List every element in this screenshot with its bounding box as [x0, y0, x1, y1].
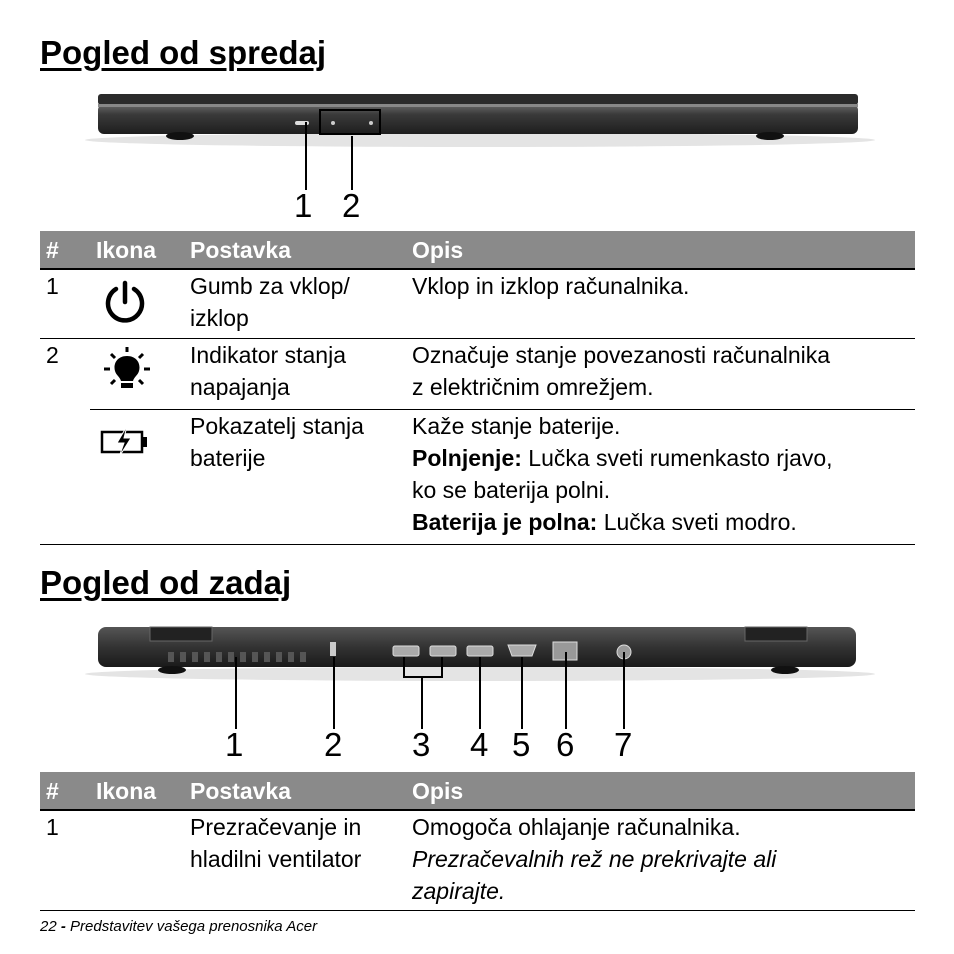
front-view-title: Pogled od spredaj: [40, 34, 327, 71]
row-icon-cell: [90, 409, 184, 544]
footer-separator: -: [56, 918, 71, 935]
row-num: 1: [40, 269, 90, 338]
power-icon: [102, 280, 148, 324]
front-view-table: [40, 231, 915, 545]
description-note: zapirajte.: [412, 878, 506, 904]
table-header-row: [40, 231, 915, 269]
description-text: z električnim omrežjem.: [412, 373, 654, 400]
rear-view-table: [40, 772, 915, 907]
light-bulb-icon: [102, 347, 152, 393]
header-icon: Ikona: [90, 772, 184, 810]
callout-line-3-join: [403, 676, 443, 678]
description-text: Označuje stanje povezanosti računalnika: [412, 341, 831, 368]
indicator-callout-box: [319, 109, 381, 135]
callout-line-6: [565, 652, 567, 729]
callout-number: 7: [614, 726, 633, 763]
callout-number: 5: [512, 726, 531, 763]
callout-line-4: [479, 657, 481, 729]
header-num: #: [40, 231, 90, 269]
description-text: Kaže stanje baterije.: [412, 412, 621, 439]
footer-text: Predstavitev vašega prenosnika Acer: [70, 918, 318, 935]
callout-line-2: [333, 657, 335, 729]
description-text: ko se baterija polni.: [412, 476, 611, 503]
page-footer: [40, 918, 317, 935]
item-name-line: hladilni ventilator: [190, 846, 362, 872]
callout-number: 2: [324, 726, 343, 763]
description-text: Vklop in izklop računalnika.: [412, 273, 690, 299]
header-num: #: [40, 772, 90, 810]
description-label: Baterija je polna:: [412, 508, 598, 535]
description-text: [412, 506, 909, 538]
callout-number: 6: [556, 726, 575, 763]
rear-view-title: Pogled od zadaj: [40, 564, 292, 601]
battery-charging-icon: [100, 424, 150, 458]
item-name-line: napajanja: [190, 373, 290, 400]
table-row: [40, 409, 915, 544]
header-item: Postavka: [184, 231, 406, 269]
header-item: Postavka: [184, 772, 406, 810]
table-row: [40, 338, 915, 409]
item-name-line: Pokazatelj stanja: [190, 412, 364, 439]
row-icon-cell: [90, 338, 184, 409]
row-num: [40, 409, 90, 544]
callout-line-3a: [403, 657, 405, 677]
description-label: Polnjenje:: [412, 444, 522, 471]
callout-line-7: [623, 652, 625, 729]
callout-number: 1: [225, 726, 244, 763]
callout-number: 3: [412, 726, 431, 763]
item-name-line: Prezračevanje in: [190, 814, 362, 840]
item-name-line: Gumb za vklop/: [190, 273, 350, 299]
item-name-line: Indikator stanja: [190, 341, 346, 368]
row-num: 1: [46, 814, 59, 840]
callout-line-1: [305, 122, 307, 190]
page-number: 22: [40, 918, 57, 935]
laptop-front-image: [80, 88, 880, 150]
callout-number: 2: [342, 187, 361, 224]
description-text: [412, 442, 909, 474]
header-desc: Opis: [406, 231, 915, 269]
description-text-rest: Lučka sveti rumenkasto rjavo,: [521, 444, 833, 471]
callout-number: 1: [294, 187, 313, 224]
callout-line-3b: [441, 657, 443, 677]
callout-line-2: [351, 136, 353, 190]
description-text: Omogoča ohlajanje računalnika.: [412, 814, 741, 840]
callout-line-3: [421, 676, 423, 729]
row-num: 2: [46, 341, 59, 368]
item-name-line: baterije: [190, 444, 266, 471]
callout-number: 4: [470, 726, 489, 763]
table-row: [40, 269, 915, 338]
header-icon: Ikona: [90, 231, 184, 269]
item-name-line: izklop: [190, 305, 249, 331]
callout-line-1: [235, 657, 237, 729]
callout-line-5: [521, 657, 523, 729]
row-icon-cell: [90, 810, 184, 907]
table-header-row: [40, 772, 915, 810]
table-row: [40, 810, 915, 907]
description-note: Prezračevalnih rež ne prekrivajte ali: [412, 846, 777, 872]
footer-divider: [40, 910, 915, 911]
description-text-rest: Lučka sveti modro.: [597, 508, 797, 535]
row-icon-cell: [90, 269, 184, 338]
header-desc: Opis: [406, 772, 915, 810]
